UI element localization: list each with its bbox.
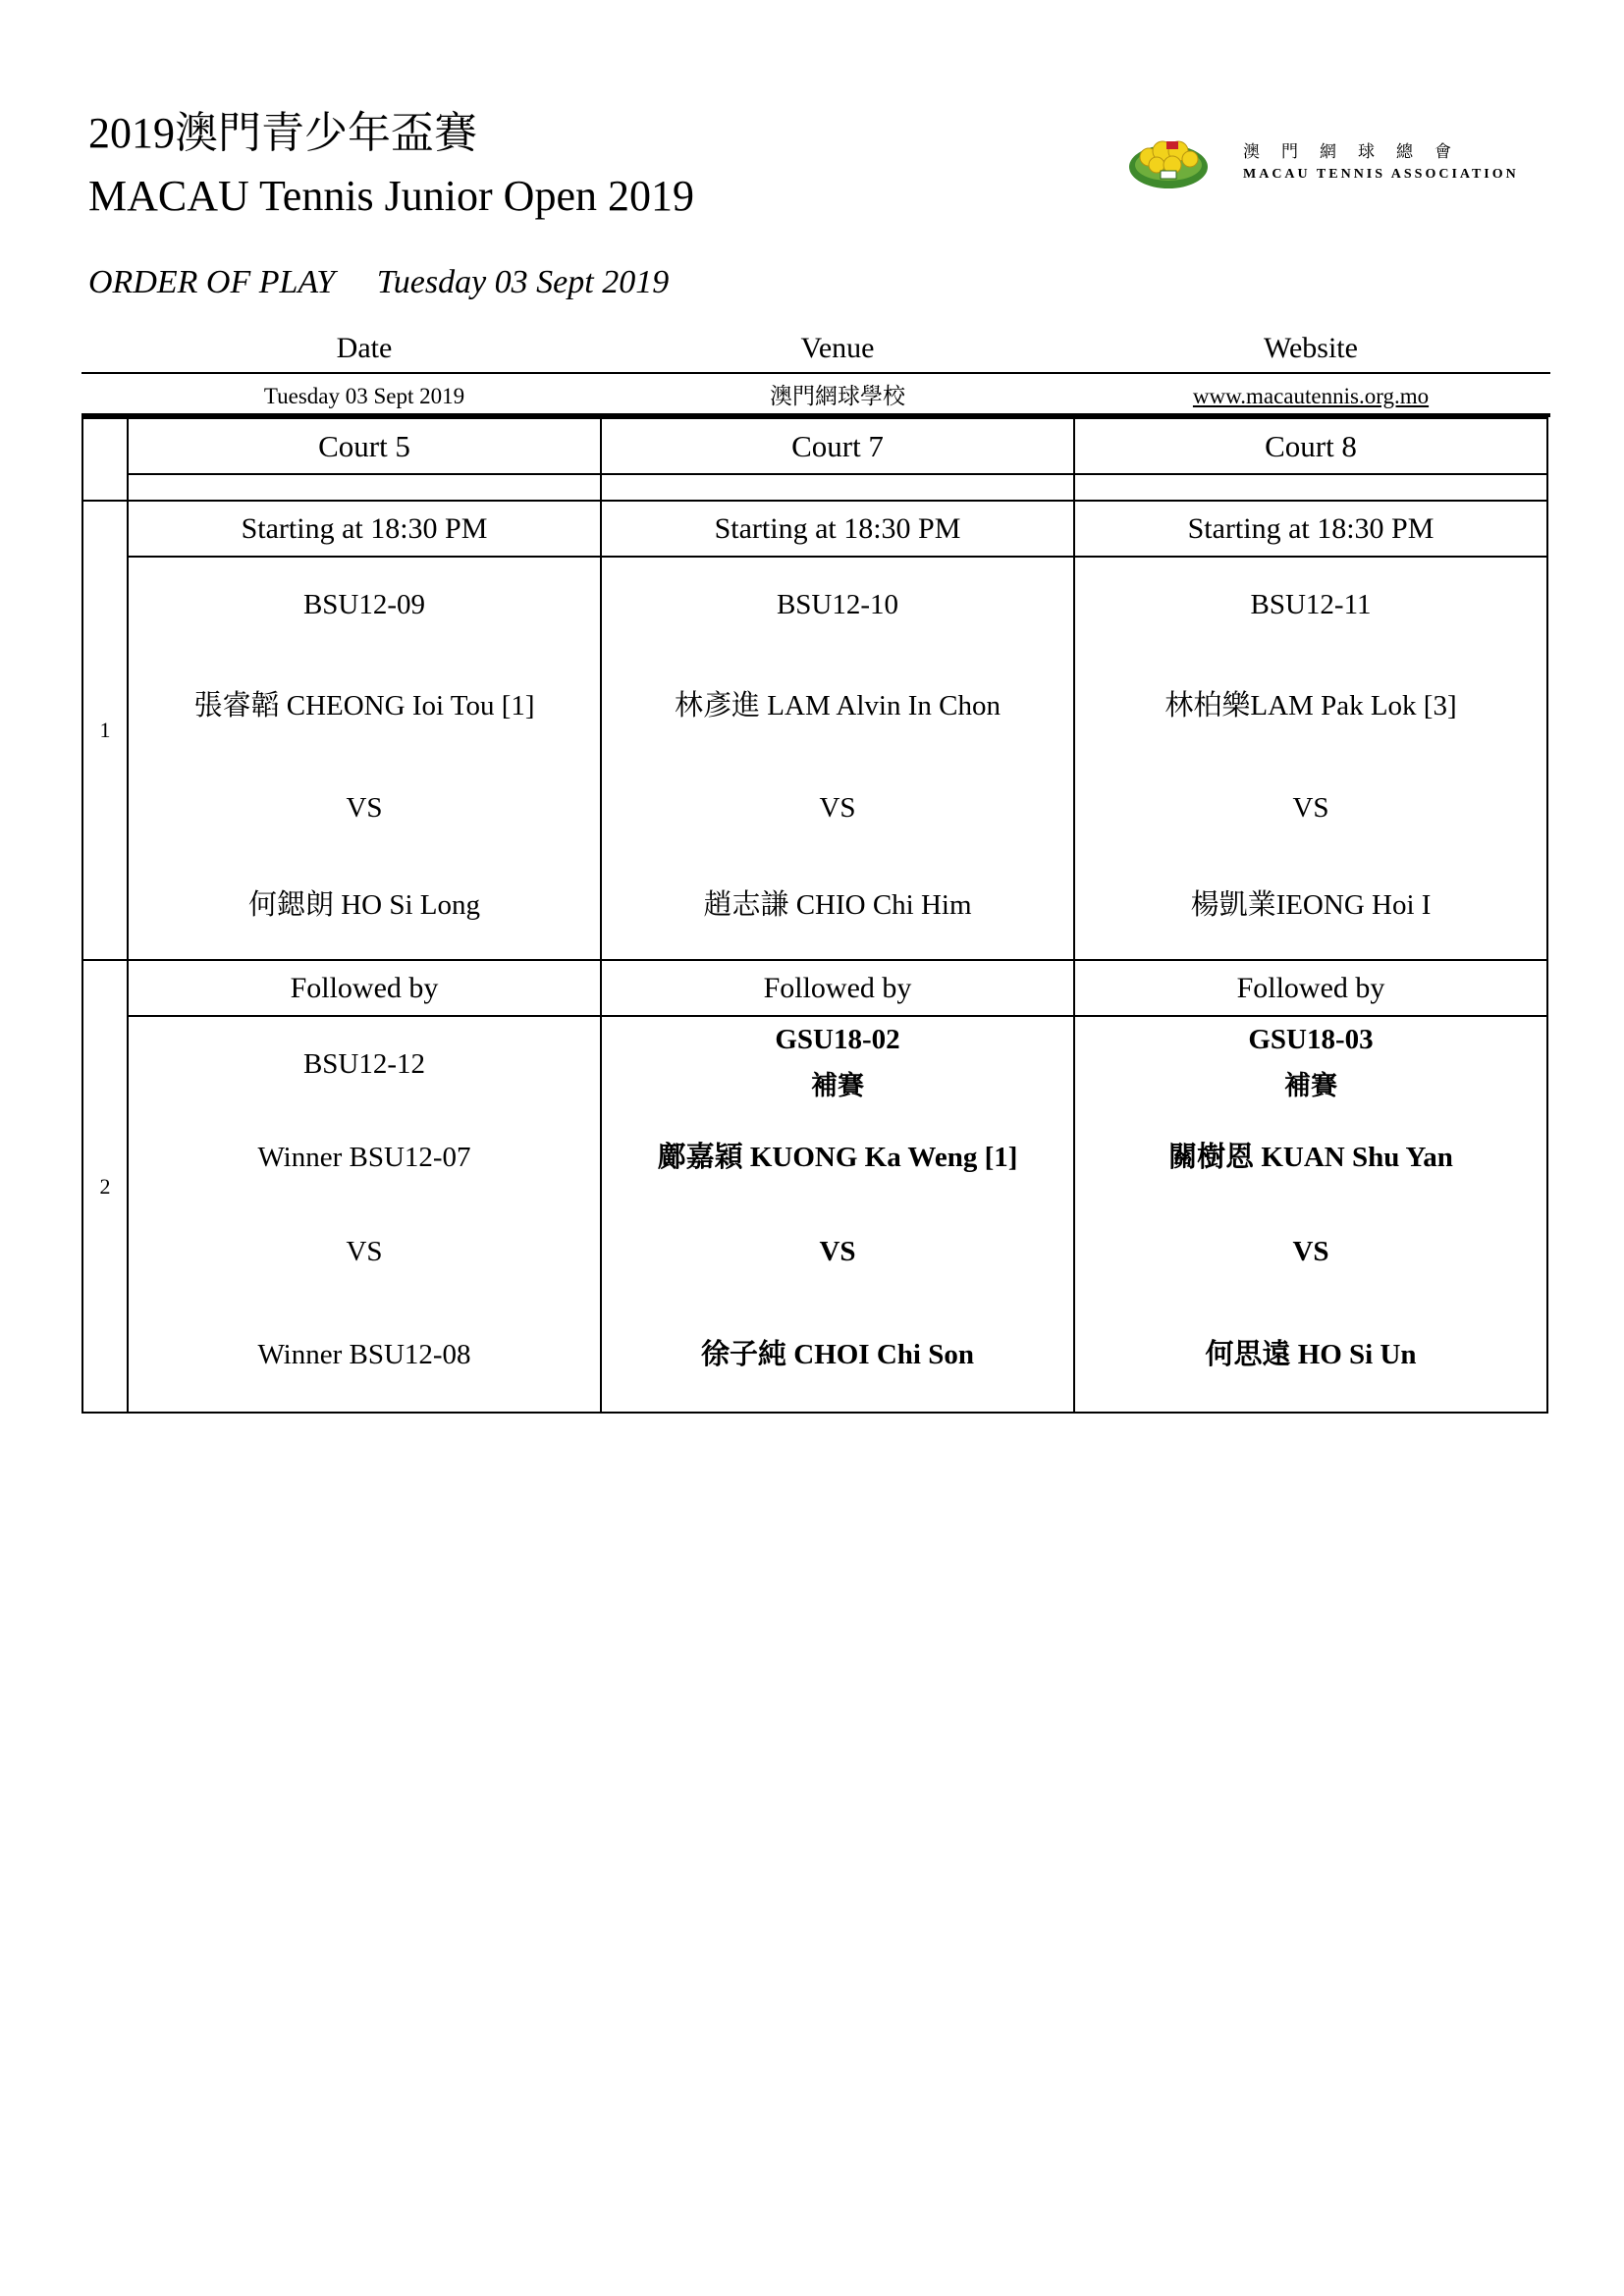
match-cell	[601, 557, 1074, 960]
website-link[interactable]: www.macautennis.org.mo	[1192, 384, 1430, 408]
association-name-english: MACAU TENNIS ASSOCIATION	[1243, 167, 1519, 182]
player-two: 楊凱業IEONG Hoi I	[1190, 889, 1432, 921]
spacer-cell	[601, 474, 1074, 501]
court-header: Court 8	[1074, 418, 1547, 474]
venue-value: 澳門網球學校	[770, 384, 905, 409]
player-one: 鄺嘉穎 KUONG Ka Weng [1]	[657, 1142, 1018, 1173]
match-cell	[128, 1016, 601, 1413]
date-column-header: Date	[336, 332, 393, 364]
player-two: Winner BSU12-08	[257, 1339, 471, 1370]
versus-label: VS	[819, 792, 856, 824]
versus-label: VS	[819, 1236, 856, 1267]
spacer-cell	[1074, 474, 1547, 501]
versus-label: VS	[1292, 792, 1329, 824]
player-two: 趙志謙 CHIO Chi Him	[703, 889, 972, 921]
header-divider	[81, 372, 1550, 374]
event-code: GSU18-03	[1248, 1024, 1374, 1055]
match-cell	[1074, 1016, 1547, 1413]
followed-by-heading: Followed by	[601, 960, 1074, 1016]
makeup-match-note: 補賽	[811, 1071, 864, 1101]
tournament-title-english: MACAU Tennis Junior Open 2019	[88, 172, 694, 220]
player-two: 何鍶朗 HO Si Long	[247, 889, 481, 921]
court-header: Court 7	[601, 418, 1074, 474]
versus-label: VS	[346, 792, 383, 824]
date-value: Tuesday 03 Sept 2019	[263, 384, 465, 408]
player-two: 何思遠 HO Si Un	[1205, 1339, 1417, 1370]
event-code: BSU12-11	[1250, 589, 1372, 620]
association-logo	[1127, 132, 1530, 192]
index-header-cell	[82, 418, 128, 501]
tournament-title-chinese: 2019澳門青少年盃賽	[88, 109, 477, 157]
player-one: 林柏樂LAM Pak Lok [3]	[1164, 690, 1457, 721]
event-code: GSU18-02	[775, 1024, 900, 1055]
match-cell	[1074, 557, 1547, 960]
tennis-ball-logo-icon	[1127, 132, 1216, 192]
versus-label: VS	[1292, 1236, 1329, 1267]
start-time-heading: Starting at 18:30 PM	[601, 501, 1074, 557]
venue-column-header: Venue	[800, 332, 875, 364]
spacer-cell	[128, 474, 601, 501]
followed-by-heading: Followed by	[128, 960, 601, 1016]
match-cell	[601, 1016, 1074, 1413]
start-time-heading: Starting at 18:30 PM	[128, 501, 601, 557]
makeup-match-note: 補賽	[1284, 1071, 1337, 1101]
player-one: 林彥進 LAM Alvin In Chon	[675, 690, 1001, 721]
player-one: 張睿韜 CHEONG Ioi Tou [1]	[193, 690, 535, 721]
start-time-heading: Starting at 18:30 PM	[1074, 501, 1547, 557]
player-two: 徐子純 CHOI Chi Son	[701, 1339, 974, 1370]
match-cell	[128, 557, 601, 960]
followed-by-heading: Followed by	[1074, 960, 1547, 1016]
website-column-header: Website	[1264, 332, 1358, 364]
event-code: BSU12-09	[302, 589, 426, 620]
event-code: BSU12-12	[302, 1048, 426, 1080]
versus-label: VS	[346, 1236, 383, 1267]
order-of-play-heading: ORDER OF PLAY Tuesday 03 Sept 2019	[88, 264, 670, 300]
round-index: 2	[82, 960, 128, 1413]
player-one: 關樹恩 KUAN Shu Yan	[1168, 1142, 1453, 1173]
player-one: Winner BSU12-07	[257, 1142, 471, 1173]
court-header: Court 5	[128, 418, 601, 474]
event-code: BSU12-10	[776, 589, 899, 620]
association-name-chinese: 澳門網球總會	[1243, 142, 1473, 161]
order-of-play-table	[81, 417, 1548, 1414]
round-index: 1	[82, 501, 128, 960]
